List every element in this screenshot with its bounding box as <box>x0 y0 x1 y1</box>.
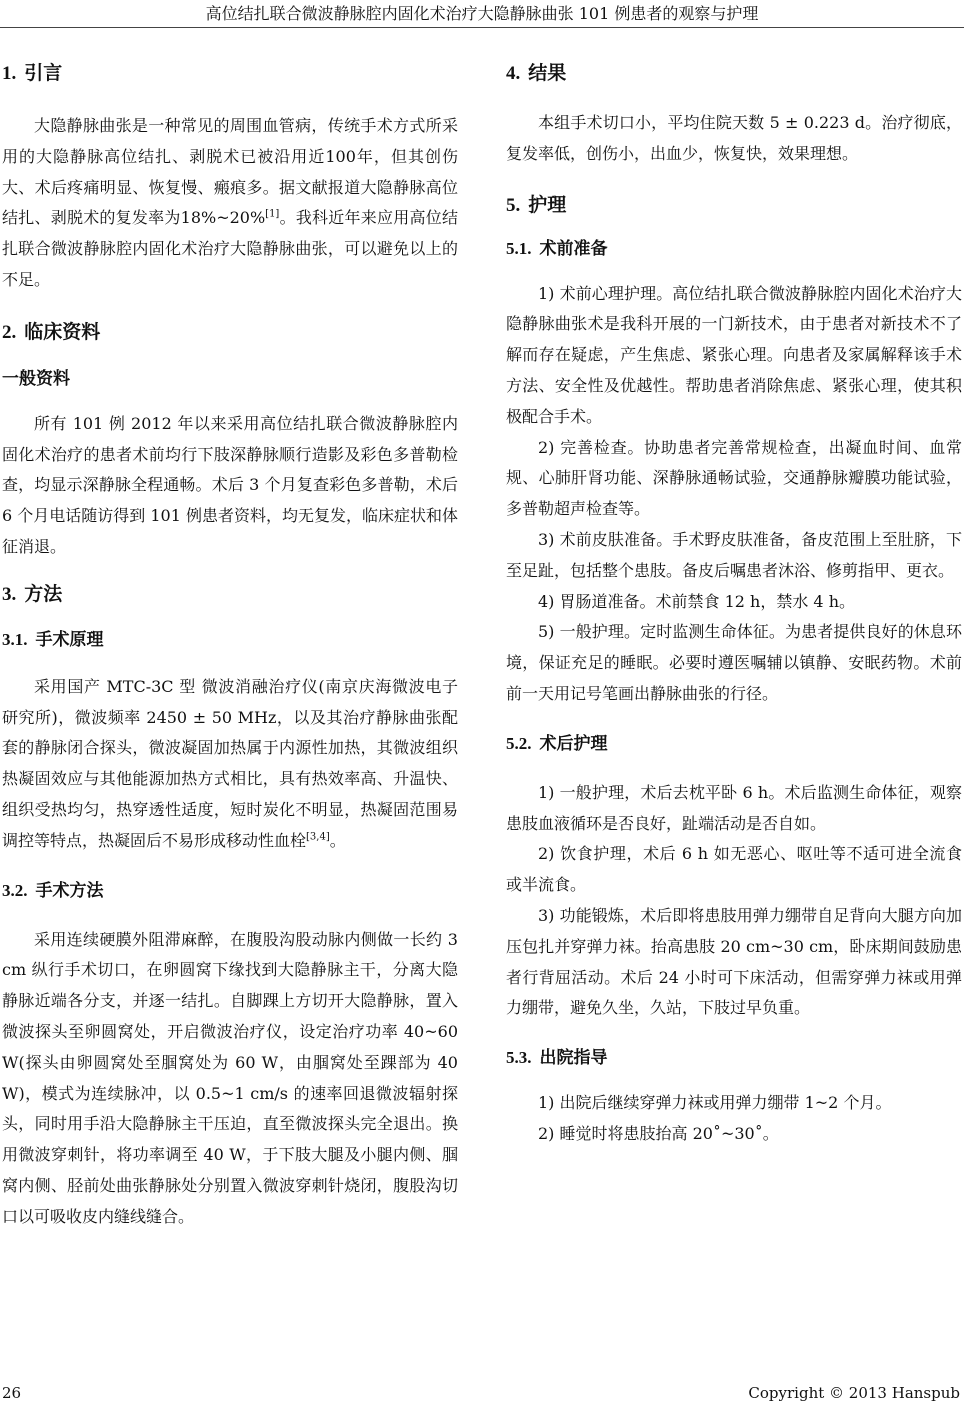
paragraph: 2) 饮食护理，术后 6 h 如无恶心、呕吐等不适可进全流食或半流食。 <box>506 844 962 895</box>
paragraph: 所有 101 例 2012 年以来采用高位结扎联合微波静脉腔内固化术治疗的患者术前均行下肢深静脉顺行造影及彩色多普勒检查，均显示深静脉全程通畅。术后 3 个月复查彩色多普勒，术后 6 个月电话随访得到 101 例患者资料，均无复发，临床症状和体征消退。 <box>2 413 458 556</box>
paragraph: 1) 术前心理护理。高位结扎联合微波静脉腔内固化术治疗大隐静脉曲张术是我科开展的一门新技术，由于患者对新技术不了解而存在疑虑，产生焦虑、紧张心理。向患者及家属解释该手术方法、安全性及优越性。帮助患者消除焦虑、紧张心理，使其积极配合手术。 <box>506 283 962 426</box>
subsection-heading-general-data: 一般资料 <box>2 368 70 389</box>
section-heading-results: 4. 结果 <box>506 62 567 84</box>
subsection-heading-procedure: 3.2. 手术方法 <box>2 880 104 901</box>
paragraph: 1) 出院后继续穿弹力袜或用弹力绷带 1~2 个月。 <box>538 1093 892 1113</box>
section-heading-introduction: 1. 引言 <box>2 62 63 84</box>
paragraph: 5) 一般护理。定时监测生命体征。为患者提供良好的休息环境，保证充足的睡眠。必要时遵医嘱辅以镇静、安眠药物。术前前一天用记号笔画出静脉曲张的行径。 <box>506 622 962 703</box>
page-number: 26 <box>2 1384 22 1402</box>
paragraph: 大隐静脉曲张是一种常见的周围血管病，传统手术方式所采用的大隐静脉高位结扎、剥脱术已被沿用近100年，但其创伤大、术后疼痛明显、恢复慢、瘢痕多。据文献报道大隐静脉高位结扎、剥脱术的复发率为18%~20%[1]。我科近年来应用高位结扎联合微波静脉腔内固化术治疗大隐静脉曲张，可以避免以上的不足。 <box>2 116 458 289</box>
paragraph: 2) 睡觉时将患肢抬高 20˚~30˚。 <box>538 1123 779 1143</box>
paragraph: 4) 胃肠道准备。术前禁食 12 h，禁水 4 h。 <box>538 591 856 611</box>
paragraph: 采用国产 MTC-3C 型 微波消融治疗仪(南京庆海微波电子研究所)，微波频率 2450 ± 50 MHz，以及其治疗静脉曲张配套的静脉闭合探头，微波凝固加热属于内源性加热，其微波组织热凝固效应与其他能源加热方式相比，具有热效率高、升温快、组织受热均匀，热穿透性适度，短时炭化不明显，热凝固范围易调控等特点，热凝固后不易形成移动性血栓[3,4]。 <box>2 676 458 850</box>
citation[interactable]: [3,4] <box>306 831 330 843</box>
paragraph: 采用连续硬膜外阻滞麻醉，在腹股沟股动脉内侧做一长约 3 cm 纵行手术切口，在卵圆窝下缘找到大隐静脉主干，分离大隐静脉近端各分支，并逐一结扎。自脚踝上方切开大隐静脉，置入微波探头至卵圆窝处，开启微波治疗仪，设定治疗功率 40~60 W(探头由卵圆窝处至腘窝处为 60 W，由腘窝处至踝部为 40 W)，模式为连续脉冲，以 0.5~1 cm/s 的速率回退微波辐射探头，同时用手沿大隐静脉主干压迫，直至微波探头完全退出。换用微波穿刺针，将功率调至 40 W，于下肢大腿及小腿内侧、腘窝内侧、胫前处曲张静脉处分别置入微波穿刺针烧闭，腹股沟切口以可吸收皮内缝线缝合。 <box>2 929 458 1226</box>
subsection-heading-discharge: 5.3. 出院指导 <box>506 1048 608 1069</box>
paragraph: 本组手术切口小，平均住院天数 5 ± 0.223 d。治疗彻底，复发率低，创伤小，出血少，恢复快，效果理想。 <box>506 113 962 163</box>
paragraph: 2) 完善检查。协助患者完善常规检查，出凝血时间、血常规、心肺肝肾功能、深静脉通畅试验，交通静脉瓣膜功能试验，多普勒超声检查等。 <box>506 437 962 519</box>
subsection-heading-postoperative: 5.2. 术后护理 <box>506 733 608 754</box>
subsection-heading-principle: 3.1. 手术原理 <box>2 629 104 650</box>
section-heading-clinical-data: 2. 临床资料 <box>2 320 101 343</box>
paragraph: 1) 一般护理，术后去枕平卧 6 h。术后监测生命体征，观察患肢血液循环是否良好，趾端活动是否自如。 <box>506 782 962 833</box>
left-column <box>2 56 458 1233</box>
copyright-notice: Copyright © 2013 Hanspub <box>748 1384 960 1402</box>
section-heading-nursing: 5. 护理 <box>506 193 567 216</box>
paragraph: 3) 术前皮肤准备。手术野皮肤准备，备皮范围上至肚脐，下至足趾，包括整个患肢。备皮后嘱患者沐浴、修剪指甲、更衣。 <box>506 529 962 580</box>
paragraph: 3) 功能锻炼，术后即将患肢用弹力绷带自足背向大腿方向加压包扎并穿弹力袜。抬高患肢 20 cm~30 cm，卧床期间鼓励患者行背屈活动。术后 24 小时可下床活动，但需穿弹力袜或用弹力绷带，避免久坐，久站，下肢过早负重。 <box>506 905 962 1018</box>
subsection-heading-preoperative: 5.1. 术前准备 <box>506 238 608 259</box>
header-rule <box>0 27 964 28</box>
section-heading-methods: 3. 方法 <box>2 582 63 605</box>
running-head: 高位结扎联合微波静脉腔内固化术治疗大隐静脉曲张 101 例患者的观察与护理 <box>205 4 759 23</box>
right-column <box>506 56 962 1150</box>
citation[interactable]: [1] <box>265 209 280 221</box>
